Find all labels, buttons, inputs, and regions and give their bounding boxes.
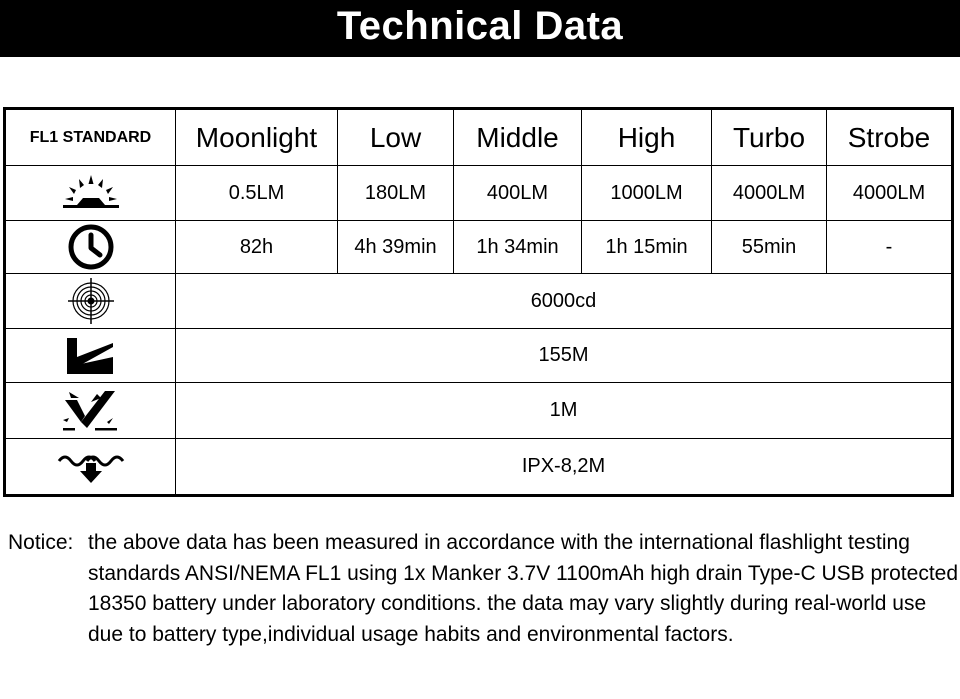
notice: [8, 528, 958, 650]
brightness-icon: [5, 166, 176, 221]
runtime-turbo: 55min: [712, 221, 827, 274]
intensity-value: 6000cd: [176, 274, 953, 329]
output-row: [5, 166, 953, 221]
distance-value: 155M: [176, 329, 953, 383]
output-low: 180LM: [338, 166, 454, 221]
mode-strobe: Strobe: [827, 109, 953, 166]
output-middle: 400LM: [454, 166, 582, 221]
output-moonlight: 0.5LM: [176, 166, 338, 221]
impact-row: [5, 383, 953, 439]
notice-label: Notice:: [8, 531, 74, 554]
header-row: [5, 109, 953, 166]
spec-table: [3, 107, 954, 497]
standard-label: FL1 STANDARD: [5, 109, 176, 166]
runtime-high: 1h 15min: [582, 221, 712, 274]
waterproof-row: [5, 439, 953, 496]
page-title: Technical Data: [0, 0, 960, 57]
clock-icon: [5, 221, 176, 274]
target-icon: [5, 274, 176, 329]
runtime-row: [5, 221, 953, 274]
waterproof-value: IPX-8,2M: [176, 439, 953, 496]
runtime-moonlight: 82h: [176, 221, 338, 274]
mode-low: Low: [338, 109, 454, 166]
impact-value: 1M: [176, 383, 953, 439]
output-strobe: 4000LM: [827, 166, 953, 221]
runtime-strobe: -: [827, 221, 953, 274]
mode-high: High: [582, 109, 712, 166]
beam-distance-icon: [5, 329, 176, 383]
runtime-middle: 1h 34min: [454, 221, 582, 274]
mode-middle: Middle: [454, 109, 582, 166]
waterproof-icon: [5, 439, 176, 496]
output-high: 1000LM: [582, 166, 712, 221]
intensity-row: [5, 274, 953, 329]
runtime-low: 4h 39min: [338, 221, 454, 274]
distance-row: [5, 329, 953, 383]
notice-text: the above data has been measured in accordance with the international flashlight testing standards ANSI/NEMA FL1 using 1x Manker 3.7V 1100mAh high drain Type-C USB protected 18350 battery under laboratory conditions. the data may vary slightly during real-world use due to battery type,individual usage habits and environmental factors.: [88, 531, 959, 646]
output-turbo: 4000LM: [712, 166, 827, 221]
mode-turbo: Turbo: [712, 109, 827, 166]
mode-moonlight: Moonlight: [176, 109, 338, 166]
impact-resistance-icon: [5, 383, 176, 439]
